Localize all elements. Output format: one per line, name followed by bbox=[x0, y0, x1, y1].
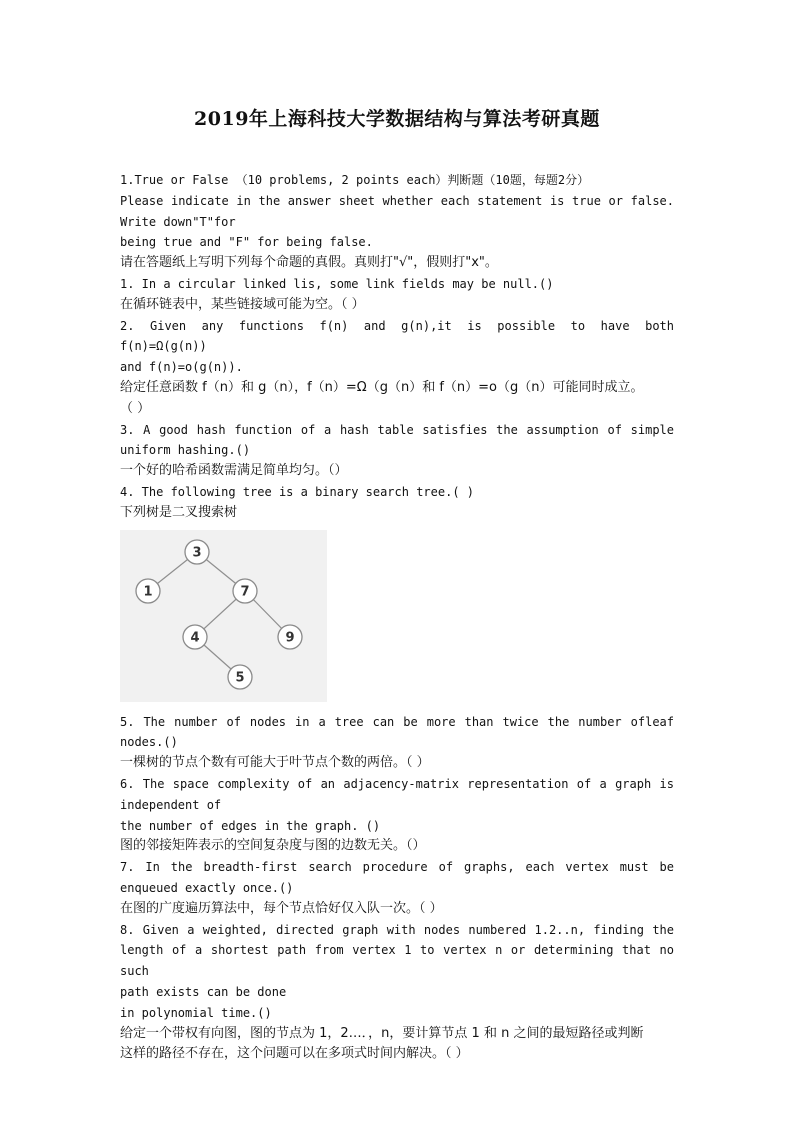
question-en-line: 2. Given any functions f(n) and g(n),it is possible to have both f(n)=Ω(g(n)) bbox=[120, 318, 674, 354]
question-zh-line: 一棵树的节点个数有可能大于叶节点个数的两倍。（ ） bbox=[120, 755, 430, 771]
question-en-line: in polynomial time.() bbox=[120, 1005, 272, 1020]
question-en-line: 4. The following tree is a binary search tree.( ) bbox=[120, 484, 475, 499]
question-5 bbox=[120, 712, 674, 774]
question-en-line: 3. A good hash function of a hash table satisfies the assumption of simple bbox=[120, 422, 674, 437]
question-en-line: 7. In the breadth-first search procedure of graphs, each vertex must be bbox=[120, 860, 674, 875]
tree-node bbox=[233, 579, 257, 603]
question-7 bbox=[120, 857, 674, 919]
question-6 bbox=[120, 774, 674, 857]
document-body bbox=[120, 170, 674, 1065]
binary-tree-figure bbox=[120, 530, 327, 702]
question-en-line: uniform hashing.() bbox=[120, 443, 251, 458]
question-en-line: enqueued exactly once.() bbox=[120, 880, 294, 895]
instruction-zh: 请在答题纸上写明下列每个命题的真假。真则打"√"，假则打"x"。 bbox=[120, 255, 498, 271]
question-en-line: and f(n)=o(g(n)). bbox=[120, 360, 243, 375]
svg-text:5: 5 bbox=[235, 670, 245, 686]
question-zh-line: 在图的广度遍历算法中，每个节点恰好仅入队一次。（ ） bbox=[120, 900, 443, 916]
svg-text:4: 4 bbox=[190, 630, 200, 646]
question-en-line: the number of edges in the graph. () bbox=[120, 818, 381, 833]
svg-text:3: 3 bbox=[192, 545, 202, 561]
svg-text:7: 7 bbox=[240, 584, 250, 600]
question-2 bbox=[120, 316, 674, 420]
question-3 bbox=[120, 420, 674, 482]
tree-node bbox=[278, 625, 302, 649]
question-zh-line: 这样的路径不存在，这个问题可以在多项式时间内解决。（ ） bbox=[120, 1046, 469, 1062]
question-zh-line: 给定一个带权有向图，图的节点为 1，2…．，n，要计算节点 1 和 n 之间的最短路径或判断 bbox=[120, 1025, 644, 1041]
question-en-line: path exists can be done bbox=[120, 984, 287, 999]
instruction-en-line: Please indicate in the answer sheet whether each statement is true or false. bbox=[120, 193, 674, 208]
question-en-line: 8. Given a weighted, directed graph with nodes numbered 1.2..n, finding the bbox=[120, 922, 674, 937]
tree-node bbox=[228, 665, 252, 689]
question-8 bbox=[120, 920, 674, 1066]
svg-text:9: 9 bbox=[285, 630, 295, 646]
section-heading: 1.True or False （10 problems, 2 points each）判断题（10题，每题2分） bbox=[120, 173, 590, 187]
question-en-line: 5. The number of nodes in a tree can be more than twice the number ofleaf bbox=[120, 714, 674, 729]
question-4 bbox=[120, 482, 674, 524]
question-zh-line: 下列树是二叉搜索树 bbox=[120, 504, 238, 520]
question-1 bbox=[120, 274, 674, 316]
question-zh-line: （ ） bbox=[120, 400, 151, 416]
question-en-line: nodes.() bbox=[120, 735, 178, 750]
svg-text:1: 1 bbox=[143, 584, 153, 600]
document-title: 2019年上海科技大学数据结构与算法考研真题 bbox=[194, 108, 600, 130]
question-zh-line: 给定任意函数 f（n）和 g（n），f（n）=Ω（g（n）和 f（n）=o（g（n）可能同时成立。 bbox=[120, 379, 644, 395]
question-zh-line: 在循环链表中，某些链接域可能为空。（ ） bbox=[120, 296, 365, 312]
question-zh-line: 一个好的哈希函数需满足简单均匀。（） bbox=[120, 463, 348, 479]
instruction-en-line: being true and "F" for being false. bbox=[120, 235, 373, 250]
question-en-line: 6. The space complexity of an adjacency-matrix representation of a graph is bbox=[120, 776, 674, 791]
question-en-line: independent of bbox=[120, 797, 222, 812]
instruction-en-line: Write down"T"for bbox=[120, 214, 236, 229]
question-zh-line: 图的邻接矩阵表示的空间复杂度与图的边数无关。（） bbox=[120, 838, 426, 854]
tree-node bbox=[136, 579, 160, 603]
tree-node bbox=[185, 540, 209, 564]
question-en-line: length of a shortest path from vertex 1 to vertex n or determining that no such bbox=[120, 943, 674, 979]
tree-node bbox=[183, 625, 207, 649]
question-en-line: 1. In a circular linked lis, some link fields may be null.() bbox=[120, 276, 554, 291]
